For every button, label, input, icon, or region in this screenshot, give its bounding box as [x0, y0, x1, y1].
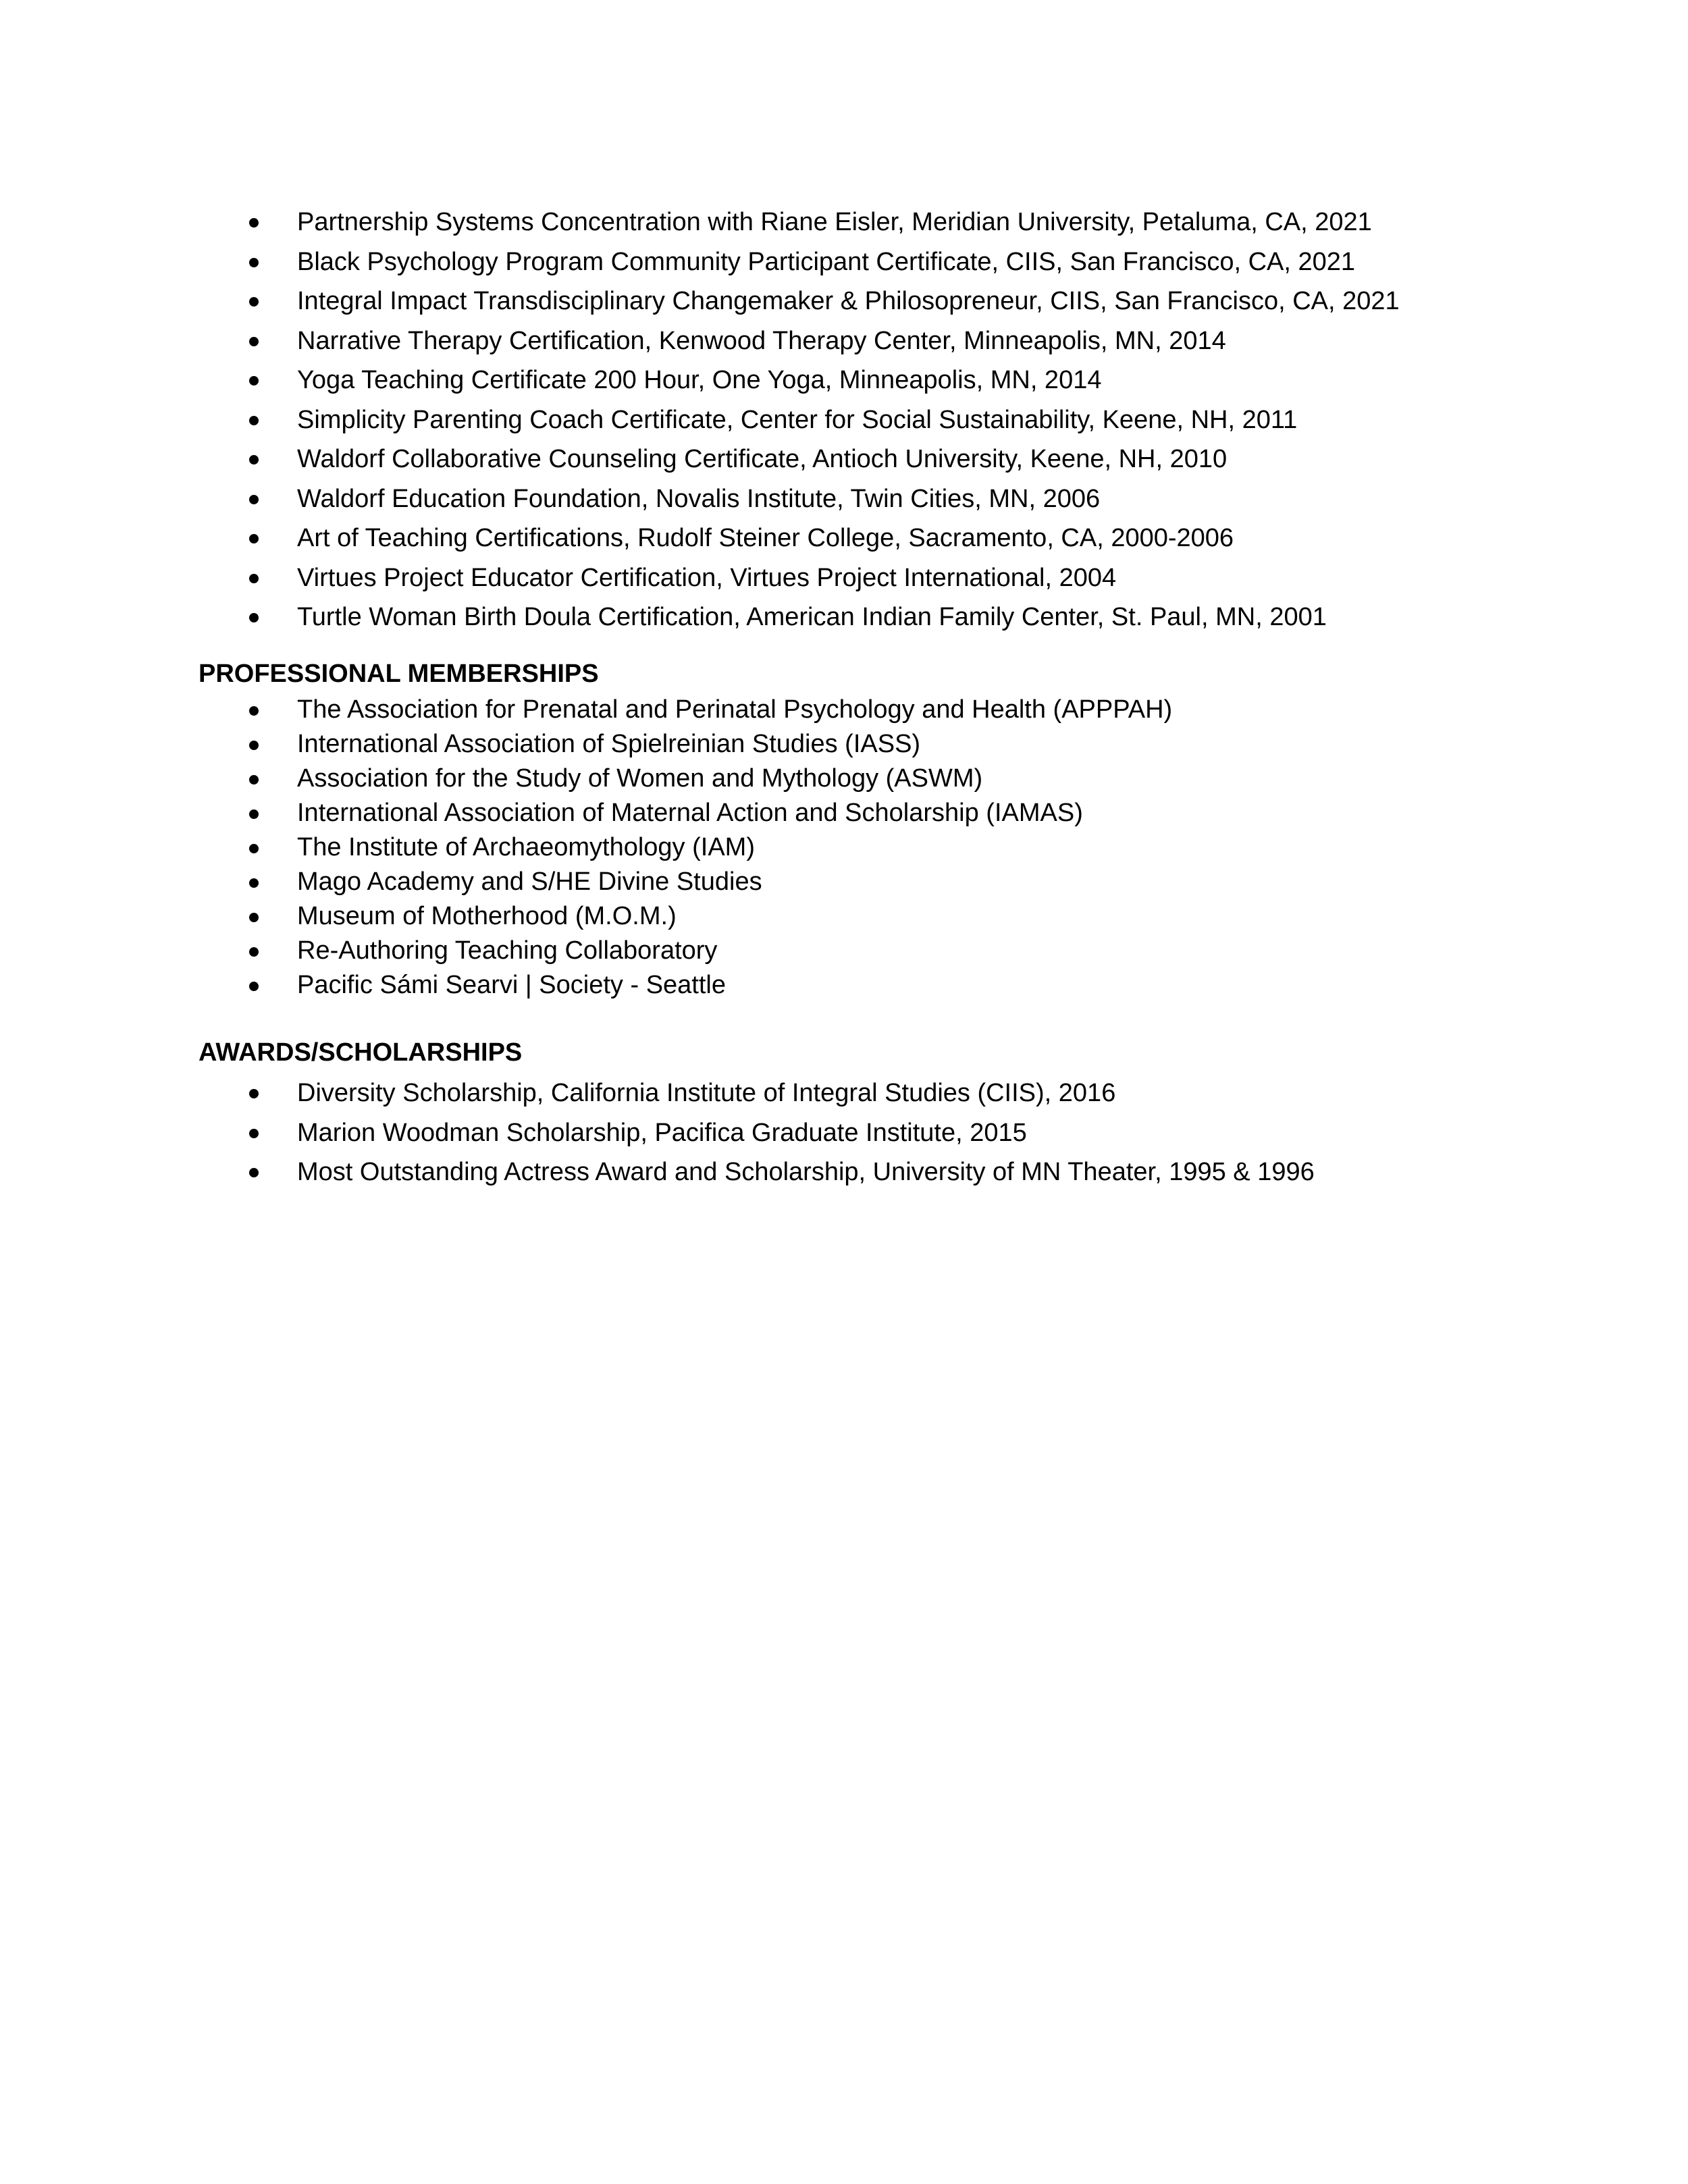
list-item: The Institute of Archaeomythology (IAM): [0, 830, 1688, 865]
list-item: Pacific Sámi Searvi | Society - Seattle: [0, 968, 1688, 1003]
list-item: Waldorf Education Foundation, Novalis Institute, Twin Cities, MN, 2006: [0, 479, 1688, 519]
list-item: International Association of Spielreinian Studies (IASS): [0, 727, 1688, 762]
list-item: Art of Teaching Certifications, Rudolf Steiner College, Sacramento, CA, 2000-2006: [0, 518, 1688, 558]
list-item: Yoga Teaching Certificate 200 Hour, One Yoga, Minneapolis, MN, 2014: [0, 361, 1688, 400]
list-item: Association for the Study of Women and Mythology (ASWM): [0, 762, 1688, 796]
list-item: Re-Authoring Teaching Collaboratory: [0, 934, 1688, 968]
list-item: Virtues Project Educator Certification, Virtues Project International, 2004: [0, 558, 1688, 598]
list-item: Mago Academy and S/HE Divine Studies: [0, 865, 1688, 899]
memberships-list: [0, 693, 1688, 1003]
section-heading-awards: AWARDS/SCHOLARSHIPS: [199, 1038, 523, 1067]
list-item: Black Psychology Program Community Participant Certificate, CIIS, San Francisco, CA, 2021: [0, 242, 1688, 282]
list-item: International Association of Maternal Action and Scholarship (IAMAS): [0, 796, 1688, 830]
certifications-list: [0, 203, 1688, 637]
list-item: Museum of Motherhood (M.O.M.): [0, 899, 1688, 934]
certifications-section: [0, 203, 1688, 637]
list-item: Simplicity Parenting Coach Certificate, Center for Social Sustainability, Keene, NH, 2011: [0, 400, 1688, 440]
list-item: Narrative Therapy Certification, Kenwood Therapy Center, Minneapolis, MN, 2014: [0, 321, 1688, 361]
list-item: Marion Woodman Scholarship, Pacifica Graduate Institute, 2015: [0, 1113, 1688, 1153]
list-item: Turtle Woman Birth Doula Certification, American Indian Family Center, St. Paul, MN, 2001: [0, 597, 1688, 637]
awards-section: [0, 1073, 1688, 1192]
memberships-section: [0, 693, 1688, 1003]
list-item: Partnership Systems Concentration with Riane Eisler, Meridian University, Petaluma, CA, 2021: [0, 203, 1688, 242]
list-item: Most Outstanding Actress Award and Scholarship, University of MN Theater, 1995 & 1996: [0, 1152, 1688, 1192]
awards-list: [0, 1073, 1688, 1192]
section-heading-memberships: PROFESSIONAL MEMBERSHIPS: [199, 660, 599, 688]
list-item: Integral Impact Transdisciplinary Changemaker & Philosopreneur, CIIS, San Francisco, CA, 2021: [0, 282, 1688, 321]
list-item: Waldorf Collaborative Counseling Certificate, Antioch University, Keene, NH, 2010: [0, 440, 1688, 479]
list-item: Diversity Scholarship, California Institute of Integral Studies (CIIS), 2016: [0, 1073, 1688, 1113]
list-item: The Association for Prenatal and Perinatal Psychology and Health (APPPAH): [0, 693, 1688, 727]
